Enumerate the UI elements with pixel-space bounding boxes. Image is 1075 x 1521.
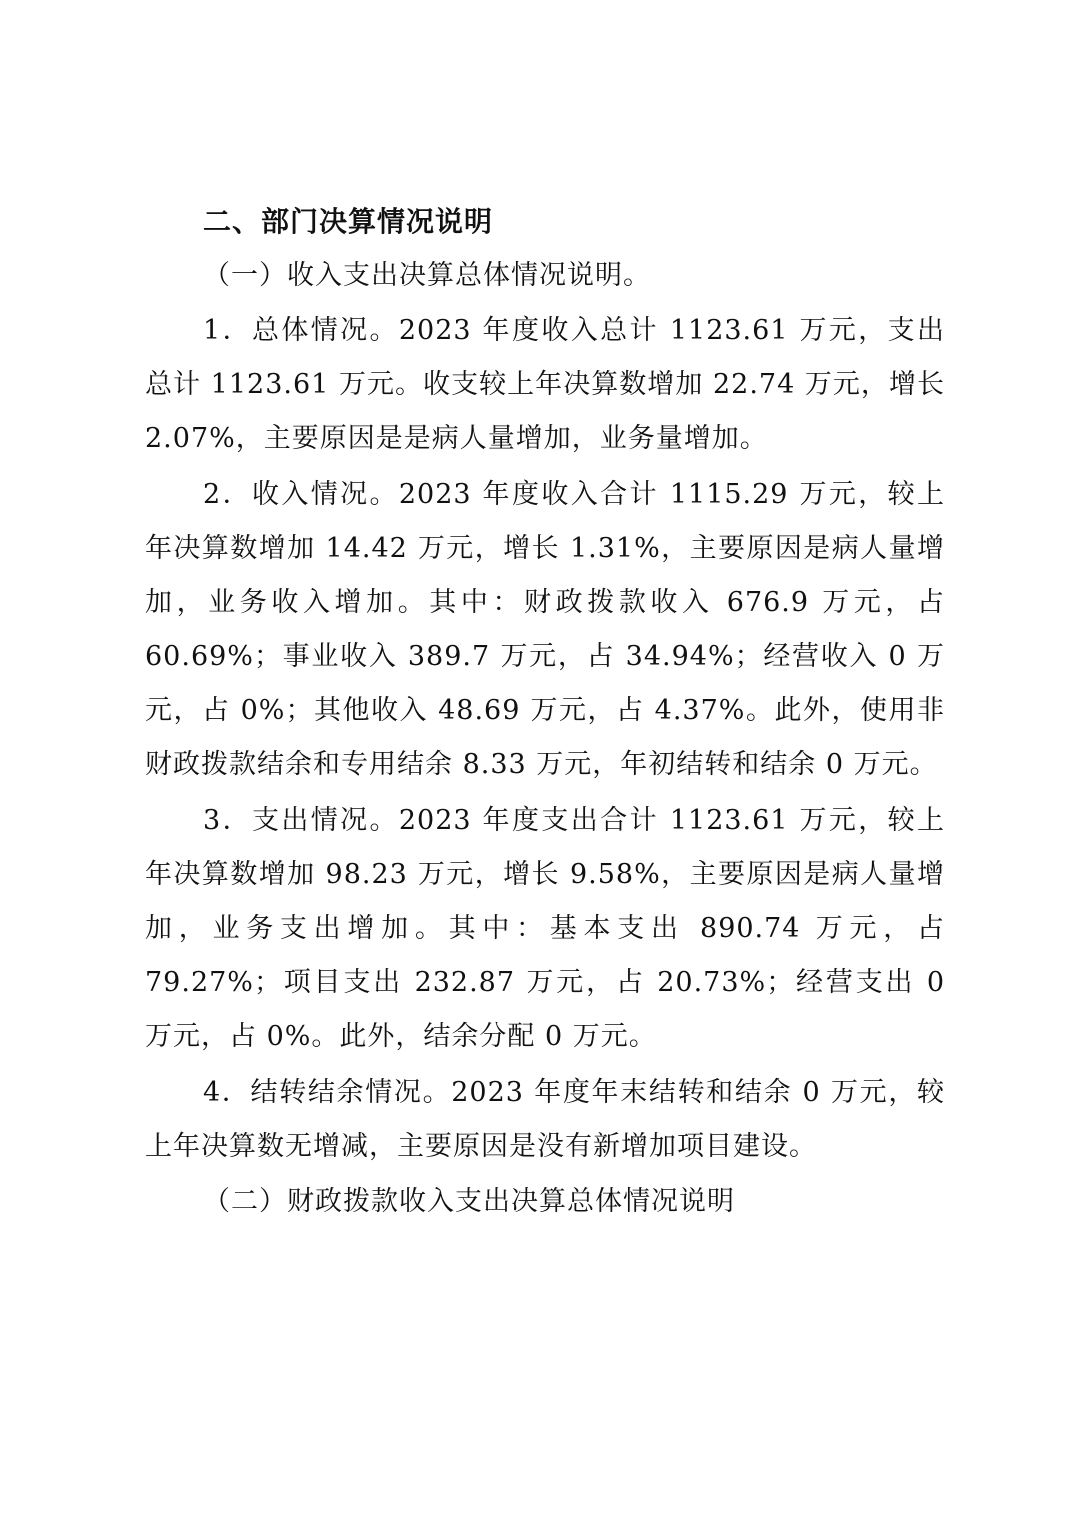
paragraph-carryover: 4．结转结余情况。2023 年度年末结转和结余 0 万元，较上年决算数无增减，主要原因是没有新增加项目建设。 bbox=[145, 1077, 945, 1162]
paragraph-expenditure: 3．支出情况。2023 年度支出合计 1123.61 万元，较上年决算数增加 98.23 万元，增长 9.58%，主要原因是病人量增加，业务支出增加。其中：基本支出 890.74 万元，占 79.27%；项目支出 232.87 万元，占 20.73%；经营支出 0 万元，占 0%。此外，结余分配 0 万元。 bbox=[145, 805, 945, 1052]
subsection-title-2: （二）财政拨款收入支出决算总体情况说明 bbox=[203, 1186, 735, 1217]
document-body bbox=[145, 196, 945, 1230]
subsection-title-1: （一）收入支出决算总体情况说明。 bbox=[203, 260, 651, 291]
section-title: 二、部门决算情况说明 bbox=[203, 205, 494, 238]
paragraph-income: 2．收入情况。2023 年度收入合计 1115.29 万元，较上年决算数增加 14.42 万元，增长 1.31%，主要原因是病人量增加，业务收入增加。其中：财政拨款收入 676.9 万元，占 60.69%；事业收入 389.7 万元，占 34.94%；经营收入 0 万元，占 0%；其他收入 48.69 万元，占 4.37%。此外，使用非财政拨款结余和专用结余 8.33 万元，年初结转和结余 0 万元。 bbox=[145, 479, 945, 780]
paragraph-overall: 1．总体情况。2023 年度收入总计 1123.61 万元，支出总计 1123.61 万元。收支较上年决算数增加 22.74 万元，增长 2.07%，主要原因是是病人量增加，业务量增加。 bbox=[145, 315, 945, 454]
